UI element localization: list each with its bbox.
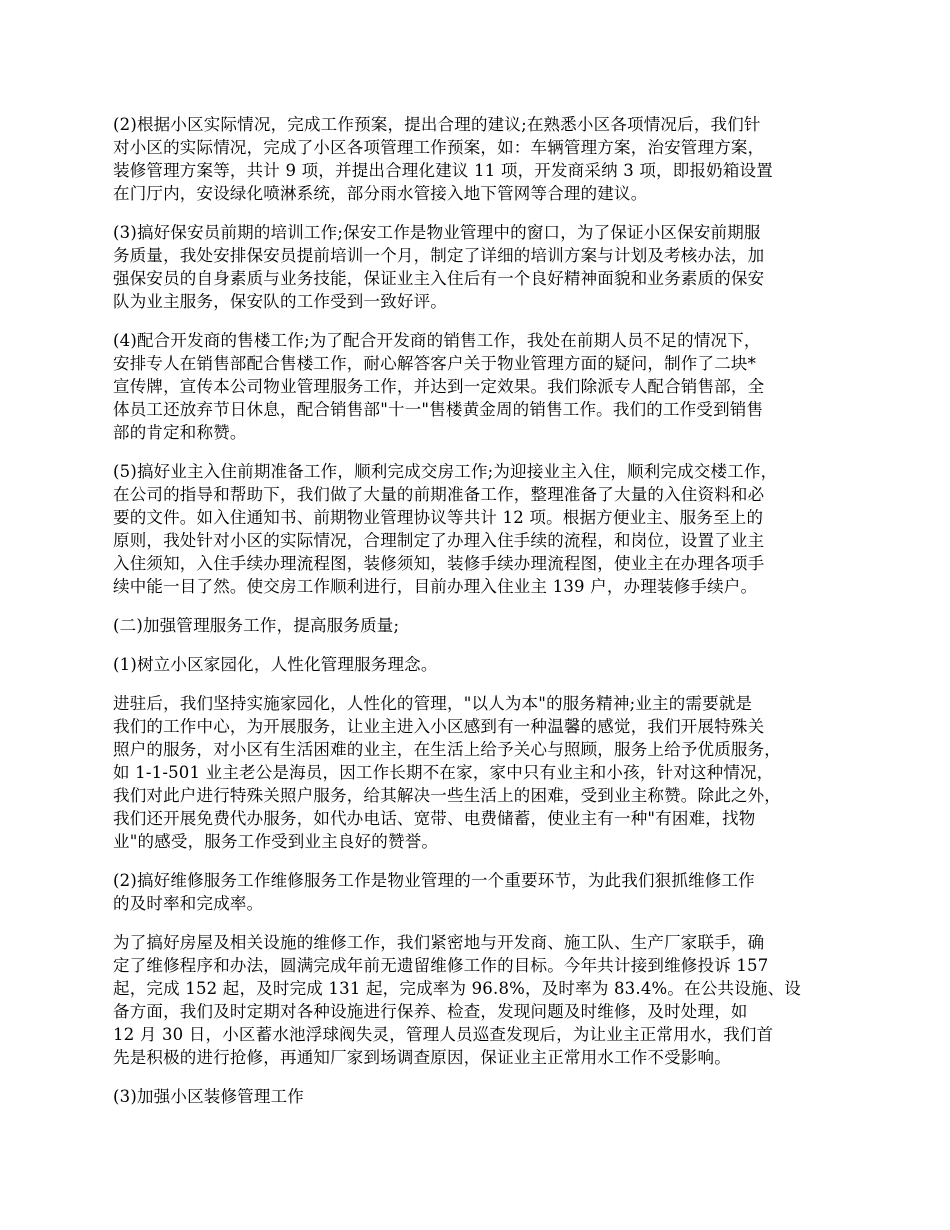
paragraph-sales-support [113,329,850,444]
text-line: 进驻后，我们坚持实施家园化，人性化的管理，"以人为本"的服务精神;业主的需要就是 [113,694,753,713]
text-line: (2)根据小区实际情况，完成工作预案，提出合理的建议;在熟悉小区各项情况后，我们针 [113,115,761,134]
text-line: 在门厅内，安设绿化喷淋系统，部分雨水管接入地下管网等合理的建议。 [113,184,648,203]
paragraph-security-plan [113,113,850,205]
text-line: 我们还开展免费代办服务，如代办电话、宽带、电费储蓄，使业主有一种"有困难，找物 [113,809,756,828]
text-line: 的及时率和完成率。 [113,894,264,913]
text-line: 体员工还放弃节日休息，配合销售部"十一"售楼黄金周的销售工作。我们的工作受到销售 [113,400,764,419]
text-line: (1)树立小区家园化，人性化管理服务理念。 [113,655,438,674]
subheading-home-concept [113,653,850,676]
text-line: 在公司的指导和帮助下，我们做了大量的前期准备工作，整理准备了大量的入住资料和必 [113,485,765,504]
text-line: 12 月 30 日，小区蓄水池浮球阀失灵，管理人员巡查发现后，为让业主正常用水，我们首 [113,1025,774,1044]
text-line: 续中能一目了然。使交房工作顺利进行，目前办理入住业主 139 户，办理装修手续户。 [113,577,758,596]
text-line: 我们对此户进行特殊关照户服务，给其解决一些生活上的困难，受到业主称赞。除此之外， [113,786,781,805]
text-line: 装修管理方案等，共计 9 项，并提出合理化建议 11 项，开发商采纳 3 项，即报奶箱设置 [113,161,773,180]
text-line: 要的文件。如入住通知书、前期物业管理协议等共计 12 项。根据方便业主、服务至上的 [113,508,764,527]
text-line: 我们的工作中心，为开展服务，让业主进入小区感到有一种温馨的感觉，我们开展特殊关 [113,717,765,736]
subheading-renovation [113,1085,850,1108]
paragraph-humanized-service [113,692,850,853]
text-line: 定了维修程序和办法，圆满完成年前无遗留维修工作的目标。今年共计接到维修投诉 157 [113,956,769,975]
text-line: 原则，我处针对小区的实际情况，合理制定了办理入住手续的流程，和岗位，设置了业主 [113,531,765,550]
subheading-maintenance [113,869,850,915]
text-line: (2)搞好维修服务工作维修服务工作是物业管理的一个重要环节，为此我们狠抓维修工作 [113,871,755,890]
paragraph-guard-training [113,221,850,313]
paragraph-maintenance-stats [113,931,850,1069]
paragraph-move-in-prep [113,460,850,598]
text-line: (4)配合开发商的售楼工作;为了配合开发商的销售工作，我处在前期人员不足的情况下， [113,331,761,350]
text-line: 队为业主服务，保安队的工作受到一致好评。 [113,292,447,311]
text-line: 宣传牌，宣传本公司物业管理服务工作，并达到一定效果。我们除派专人配合销售部，全 [113,377,765,396]
text-line: (3)搞好保安员前期的培训工作;保安工作是物业管理中的窗口，为了保证小区保安前期服 [113,223,761,242]
section-heading-service-quality [113,614,850,637]
text-line: 安排专人在销售部配合售楼工作，耐心解答客户关于物业管理方面的疑问，制作了二块* [113,354,757,373]
text-line: 对小区的实际情况，完成了小区各项管理工作预案，如：车辆管理方案，治安管理方案， [113,138,765,157]
text-line: 部的肯定和称赞。 [113,423,247,442]
text-line: 务质量，我处安排保安员提前培训一个月，制定了详细的培训方案与计划及考核办法，加 [113,246,765,265]
text-line: 备方面，我们及时定期对各种设施进行保养、检查，发现问题及时维修，及时处理，如 [113,1002,748,1021]
text-line: (5)搞好业主入住前期准备工作，顺利完成交房工作;为迎接业主入住，顺利完成交楼工作， [113,462,778,481]
text-line: 如 1-1-501 业主老公是海员，因工作长期不在家，家中只有业主和小孩，针对这种情况， [113,763,774,782]
text-line: 起，完成 152 起，及时完成 131 起，完成率为 96.8%，及时率为 83.4%。在公共设施、设 [113,979,801,998]
text-line: 入住须知，入住手续办理流程图，装修须知，装修手续办理流程图，使业主在办理各项手 [113,554,765,573]
text-line: 先是积极的进行抢修，再通知厂家到场调查原因，保证业主正常用水工作不受影响。 [113,1048,731,1067]
text-line: 强保安员的自身素质与业务技能，保证业主入住后有一个良好精神面貌和业务素质的保安 [113,269,765,288]
text-line: 照户的服务，对小区有生活困难的业主，在生活上给予关心与照顾，服务上给予优质服务， [113,740,781,759]
text-line: 为了搞好房屋及相关设施的维修工作，我们紧密地与开发商、施工队、生产厂家联手，确 [113,933,765,952]
text-line: (3)加强小区装修管理工作 [113,1087,304,1106]
text-line: 业"的感受，服务工作受到业主良好的赞誉。 [113,832,439,851]
text-line: (二)加强管理服务工作，提高服务质量; [113,616,400,635]
document-page [113,113,850,1124]
